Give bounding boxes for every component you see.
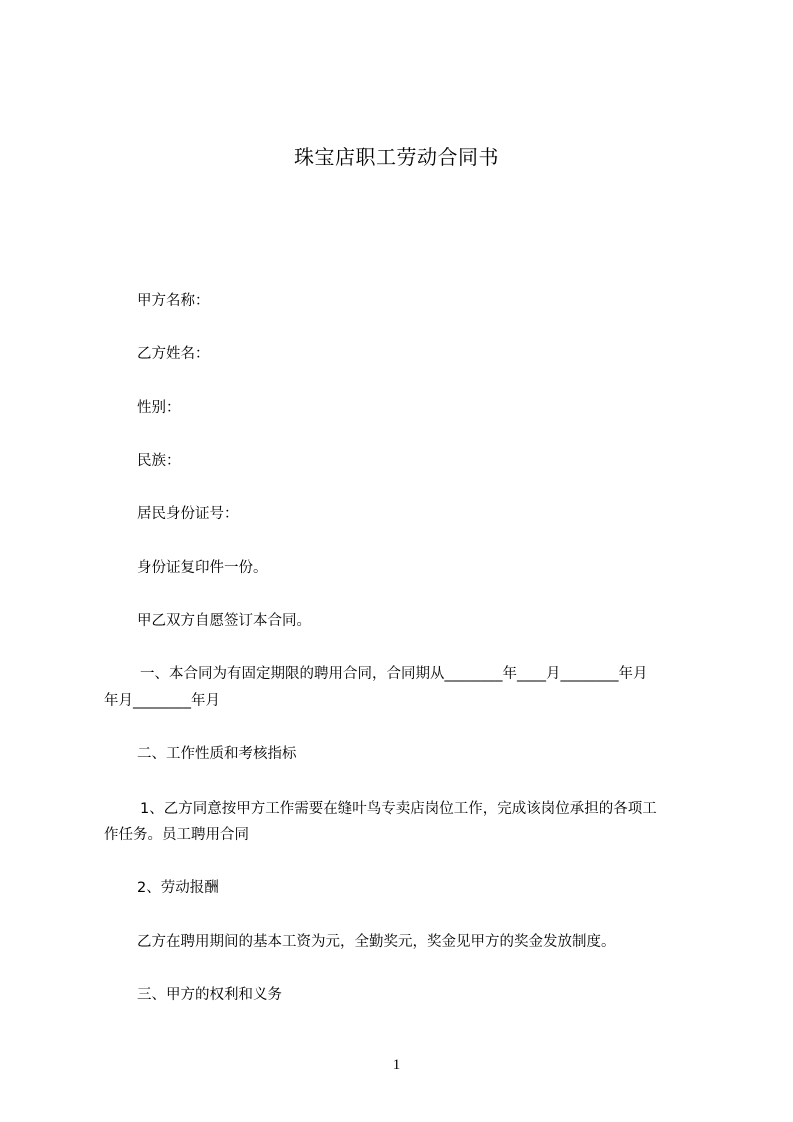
clause-2-2-heading: 2、劳动报酬 (137, 880, 219, 896)
gender-label: 性别： (137, 400, 181, 416)
party-a-name-label: 甲方名称： (137, 293, 210, 309)
clause-2-2-body: 乙方在聘用期间的基本工资为元，全勤奖元，奖金见甲方的奖金发放制度。 (137, 934, 616, 950)
page-title: 珠宝店职工劳动合同书 (294, 145, 499, 169)
clause-1-line-2: 年月________年月 (104, 693, 220, 709)
id-number-label: 居民身份证号： (137, 506, 239, 522)
clause-2-1-line-1: 1、乙方同意按甲方工作需要在缝叶鸟专卖店岗位工作，完成该岗位承担的各项工 (140, 801, 657, 817)
page-number: 1 (392, 1057, 401, 1073)
clause-1-line-1: 一、本合同为有固定期限的聘用合同，合同期从________年____月________年月 (140, 666, 648, 682)
party-b-name-label: 乙方姓名： (137, 346, 210, 362)
clause-2-1-line-2: 作任务。员工聘用合同 (104, 827, 249, 843)
id-copy-paragraph: 身份证复印件一份。 (137, 560, 268, 576)
voluntary-paragraph: 甲乙双方自愿签订本合同。 (137, 613, 311, 629)
ethnicity-label: 民族： (137, 453, 181, 469)
section-3-heading: 三、甲方的权利和义务 (137, 987, 282, 1003)
section-2-heading: 二、工作性质和考核指标 (137, 746, 297, 762)
